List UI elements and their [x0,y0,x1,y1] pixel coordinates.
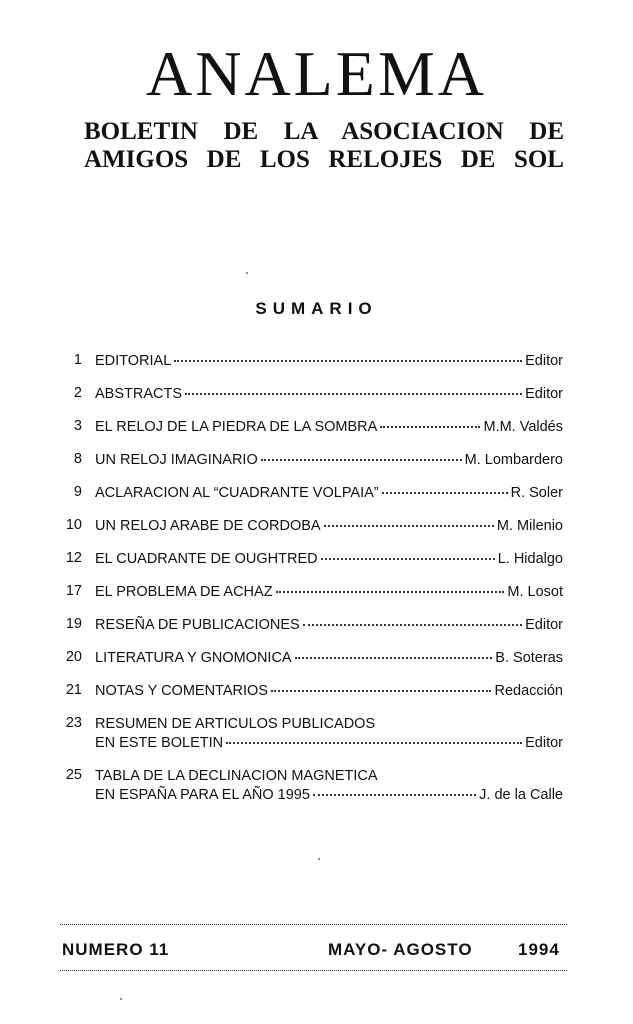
toc-title: EDITORIAL [95,353,172,369]
toc-entry [60,550,563,569]
toc-line [95,385,563,404]
toc-line [95,786,563,805]
toc-title: ACLARACION AL “CUADRANTE VOLPAIA” [95,485,379,501]
toc-entry [60,767,563,805]
toc-line [95,451,563,470]
toc-author: J. de la Calle [479,787,563,803]
footer-bottom-divider [60,970,567,971]
toc-page-number: 20 [65,649,82,665]
footer-top-divider [60,924,567,925]
toc-title: EN ESPAÑA PARA EL AÑO 1995 [95,787,310,803]
toc-title: NOTAS Y COMENTARIOS [95,683,268,699]
toc-author: Editor [525,735,563,751]
journal-subtitle-line-1: BOLETIN DE LA ASOCIACION DE [84,118,564,145]
toc-line [95,649,563,668]
dot-leader [295,657,493,659]
toc-page-number: 3 [73,418,82,434]
toc-title: EL RELOJ DE LA PIEDRA DE LA SOMBRA [95,419,378,435]
toc-author: M. Milenio [496,518,563,534]
dot-leader [321,558,495,560]
toc-page-number: 19 [65,616,82,632]
issue-period: MAYO- AGOSTO [328,940,473,959]
toc-page-number: 2 [73,385,82,401]
toc-author: M. Lombardero [464,452,563,468]
toc-title: RESEÑA DE PUBLICACIONES [95,617,300,633]
toc-author: M.M. Valdés [483,419,563,435]
toc-entry [60,451,563,470]
toc-title: EL PROBLEMA DE ACHAZ [95,584,273,600]
paper-speck [120,998,122,1000]
toc-page-number: 9 [73,484,82,500]
toc-line [95,484,563,503]
toc-author: Redacción [494,683,563,699]
dot-leader [261,459,462,461]
toc-entry [60,583,563,602]
toc-title: ABSTRACTS [95,386,183,402]
toc-entry [60,385,563,404]
toc-line [95,550,563,569]
toc-title: UN RELOJ ARABE DE CORDOBA [95,518,321,534]
table-of-contents [60,352,563,819]
journal-subtitle-line-2: AMIGOS DE LOS RELOJES DE SOL [84,146,564,173]
toc-page-number: 25 [65,767,82,783]
toc-page-number: 1 [73,352,82,368]
toc-line [95,583,563,602]
toc-author: R. Soler [510,485,563,501]
toc-title: EN ESTE BOLETIN [95,735,224,751]
dot-leader [185,393,522,395]
toc-entry [60,484,563,503]
toc-title-first-line: TABLA DE LA DECLINACION MAGNETICA [95,768,378,784]
toc-author: L. Hidalgo [497,551,563,567]
toc-entry [60,682,563,701]
toc-author: B. Soteras [495,650,563,666]
toc-entry [60,418,563,437]
toc-entry [60,715,563,753]
dot-leader [303,624,522,626]
dot-leader [324,525,494,527]
issue-year: 1994 [518,940,560,959]
dot-leader [313,794,476,796]
toc-page-number: 10 [65,517,82,533]
dot-leader [174,360,522,362]
toc-line [95,734,563,753]
paper-speck [318,858,320,860]
toc-author: Editor [525,617,563,633]
toc-author: Editor [525,353,563,369]
toc-author: M. Losot [507,584,563,600]
paper-speck [246,272,248,274]
toc-line [95,517,563,536]
toc-title: UN RELOJ IMAGINARIO [95,452,258,468]
dot-leader [380,426,480,428]
toc-title-first-line: RESUMEN DE ARTICULOS PUBLICADOS [95,716,376,732]
toc-line [95,352,563,371]
toc-page-number: 8 [73,451,82,467]
dot-leader [382,492,508,494]
toc-page-number: 21 [65,682,82,698]
toc-page-number: 23 [65,715,82,731]
dot-leader [271,690,492,692]
toc-line [95,616,563,635]
toc-entry [60,352,563,371]
toc-page-number: 17 [65,583,82,599]
dot-leader [226,742,522,744]
toc-entry [60,649,563,668]
toc-author: Editor [525,386,563,402]
toc-line [95,418,563,437]
journal-title: ANALEMA [146,38,487,109]
dot-leader [276,591,505,593]
toc-page-number: 12 [65,550,82,566]
toc-entry [60,517,563,536]
toc-line [95,682,563,701]
toc-title: LITERATURA Y GNOMONICA [95,650,292,666]
issue-number: NUMERO 11 [62,940,170,959]
toc-title: EL CUADRANTE DE OUGHTRED [95,551,318,567]
contents-heading: SUMARIO [255,299,378,318]
toc-entry [60,616,563,635]
